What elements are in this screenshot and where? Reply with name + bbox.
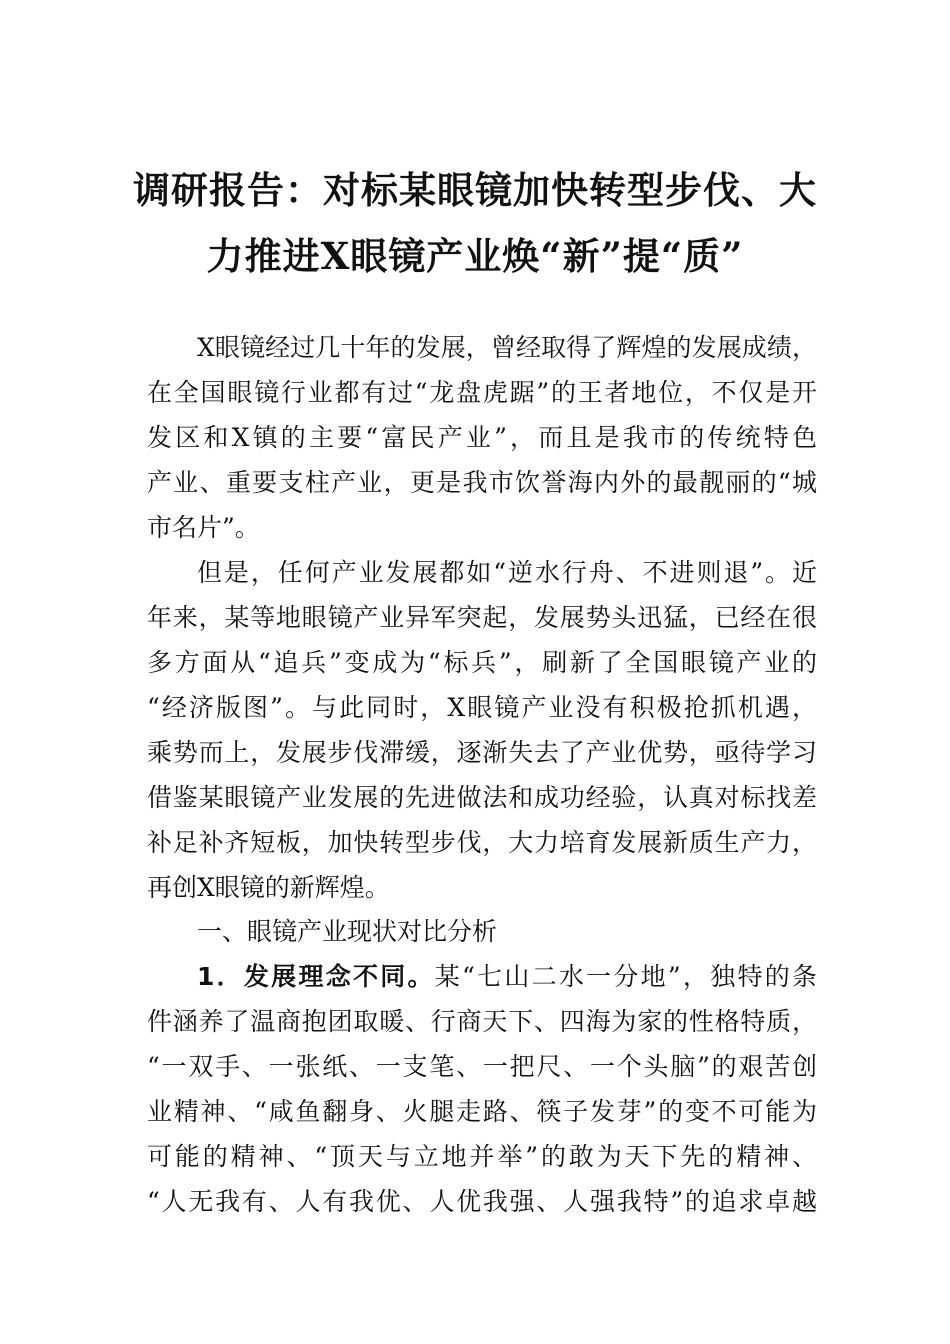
- paragraph-2-line: 乘势而上，发展步伐滞缓，逐渐失去了产业优势，亟待学习: [147, 738, 817, 767]
- section-heading: 一、眼镜产业现状对比分析: [197, 917, 498, 946]
- paragraph-3-first-line: [197, 962, 817, 992]
- paragraph-1-line: 市名片”。: [147, 513, 260, 542]
- document-title-line-1: 调研报告：对标某眼镜加快转型步伐、大: [133, 168, 817, 212]
- paragraph-3-first-text: 某“七山二水一分地”，独特的条: [434, 962, 817, 991]
- paragraph-2-line: 借鉴某眼镜产业发展的先进做法和成功经验，认真对标找差: [147, 783, 817, 812]
- paragraph-2-line: 但是，任何产业发展都如“逆水行舟、不进则退”。近: [197, 558, 817, 587]
- paragraph-1-line: 发区和X镇的主要“富民产业”，而且是我市的传统特色: [147, 423, 817, 452]
- paragraph-2-line: 补足补齐短板，加快转型步伐，大力培育发展新质生产力，: [147, 828, 817, 857]
- paragraph-3-line: 件涵养了温商抱团取暖、行商天下、四海为家的性格特质，: [147, 1007, 817, 1036]
- paragraph-2-line: 年来，某等地眼镜产业异军突起，发展势头迅猛，已经在很: [147, 603, 817, 632]
- paragraph-3-line: 可能的精神、“顶天与立地并举”的敢为天下先的精神、: [147, 1142, 817, 1171]
- paragraph-3-line: “人无我有、人有我优、人优我强、人强我特”的追求卓越: [147, 1187, 817, 1216]
- document-title-line-2: 力推进X眼镜产业焕“新”提“质”: [206, 234, 744, 278]
- paragraph-3-line: “一双手、一张纸、一支笔、一把尺、一个头脑”的艰苦创: [147, 1052, 817, 1081]
- paragraph-2-line: 再创X眼镜的新辉煌。: [147, 873, 390, 902]
- paragraph-2-line: 多方面从“追兵”变成为“标兵”，刷新了全国眼镜产业的: [147, 648, 817, 677]
- paragraph-3-lead: 1．发展理念不同。: [197, 962, 435, 991]
- paragraph-3-line: 业精神、“咸鱼翻身、火腿走路、筷子发芽”的变不可能为: [147, 1097, 817, 1126]
- paragraph-1-line: 在全国眼镜行业都有过“龙盘虎踞”的王者地位，不仅是开: [147, 378, 817, 407]
- paragraph-2-line: “经济版图”。与此同时，X眼镜产业没有积极抢抓机遇，: [147, 693, 817, 722]
- paragraph-1-line: 产业、重要支柱产业，更是我市饮誉海内外的最靓丽的“城: [147, 468, 817, 497]
- paragraph-1-line: X眼镜经过几十年的发展，曾经取得了辉煌的发展成绩，: [197, 333, 817, 362]
